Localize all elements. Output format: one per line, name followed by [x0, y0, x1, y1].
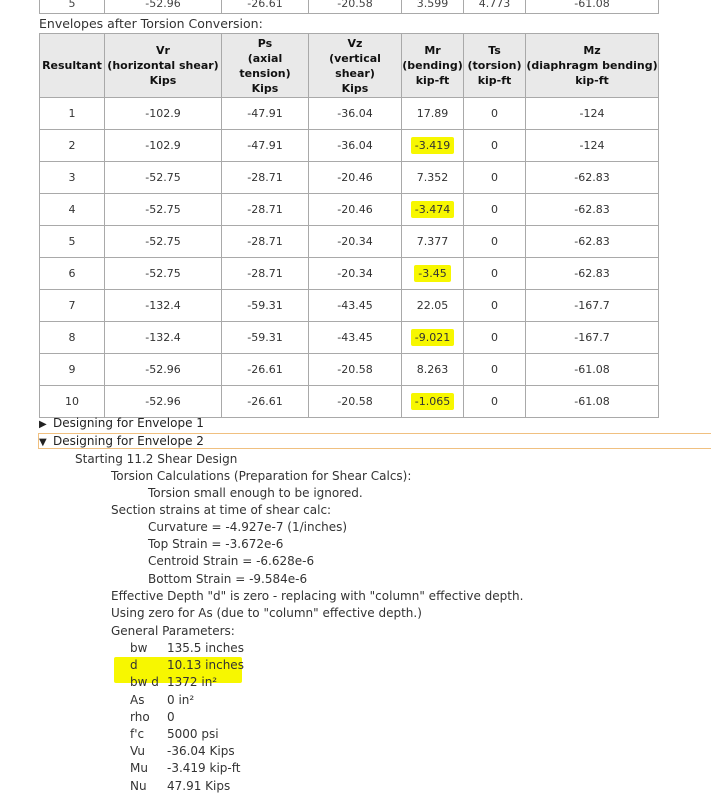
- triangle-right-icon: ▶: [39, 419, 47, 430]
- as-note: Using zero for As (due to "column" effective depth.): [111, 606, 422, 620]
- table-cell: [222, 386, 309, 418]
- table-cell: [222, 130, 309, 162]
- param-name: Vu: [130, 744, 145, 759]
- column-header-line: (torsion): [467, 59, 522, 72]
- cell-value: -28.71: [247, 203, 283, 216]
- param-row: [130, 779, 230, 793]
- column-header-line: kip-ft: [477, 74, 512, 87]
- column-header-line: (axial tension): [239, 51, 291, 80]
- table-cell: [309, 226, 402, 258]
- column-header-line: Ts: [488, 44, 501, 57]
- centroid-strain: Centroid Strain = -6.628e-6: [148, 554, 315, 568]
- table-cell: [464, 354, 526, 386]
- column-header-line: Kips: [149, 74, 177, 87]
- cell-value: -62.83: [574, 203, 610, 216]
- column-header-line: Kips: [341, 81, 369, 95]
- cell-value: -20.46: [337, 203, 373, 216]
- cell-value: 0: [491, 395, 498, 408]
- cell-value: -20.34: [337, 235, 373, 248]
- table-cell: [222, 258, 309, 290]
- cell-value: -52.75: [145, 235, 181, 248]
- table-cell: [402, 290, 464, 322]
- table-cell: [105, 98, 222, 130]
- table-cell: [40, 98, 105, 130]
- table-cell: [105, 290, 222, 322]
- table-cell: [105, 354, 222, 386]
- param-row: [130, 675, 217, 689]
- param-value: 135.5 inches: [167, 641, 244, 655]
- table-cell: [464, 290, 526, 322]
- column-header-line: (bending): [402, 59, 463, 72]
- table-cell: [40, 162, 105, 194]
- table-body: [40, 98, 659, 418]
- param-name: Nu: [130, 778, 147, 793]
- param-row: [130, 658, 244, 672]
- cell-value: -52.75: [145, 171, 181, 184]
- table-cell: [222, 194, 309, 226]
- table-cell: [105, 386, 222, 418]
- column-header-line: (diaphragm bending): [526, 59, 658, 72]
- table-row: [40, 258, 659, 290]
- param-value: 47.91 Kips: [167, 778, 231, 793]
- table-row: [40, 162, 659, 194]
- table-cell: [526, 130, 659, 162]
- param-value: -3.419 kip-ft: [167, 761, 241, 776]
- cell-value: -36.04: [337, 139, 373, 152]
- cell-value: 17.89: [416, 107, 449, 120]
- table-cell: [222, 226, 309, 258]
- table-cell: [402, 194, 464, 226]
- table-cell: [402, 322, 464, 354]
- column-header-line: Vz: [347, 36, 363, 50]
- column-header-line: Mr: [424, 44, 441, 57]
- column-header: [464, 34, 526, 98]
- cell-value: -36.04: [337, 107, 373, 120]
- column-header: [40, 34, 105, 98]
- table-row: [40, 194, 659, 226]
- cell-value: 5: [68, 235, 76, 248]
- table-cell: [526, 386, 659, 418]
- cell-value: -124: [579, 139, 605, 152]
- param-value: 1372 in²: [167, 675, 218, 690]
- highlighted-value: -9.021: [411, 329, 454, 346]
- envelope-2-toggle[interactable]: [39, 434, 204, 448]
- table-cell: [40, 322, 105, 354]
- param-value: 0: [167, 709, 175, 724]
- table-cell: -52.96: [105, 0, 222, 14]
- cell-value: -28.71: [247, 235, 283, 248]
- table-cell: -61.08: [526, 0, 659, 14]
- table-cell: [526, 290, 659, 322]
- table-cell: [309, 162, 402, 194]
- cell-value: -26.61: [247, 363, 283, 376]
- table-cell: [526, 226, 659, 258]
- table-cell: [464, 226, 526, 258]
- table-cell: -26.61: [222, 0, 309, 14]
- table-cell: 5: [40, 0, 105, 14]
- cell-value: -26.61: [247, 395, 283, 408]
- param-value: 0 in²: [167, 692, 195, 707]
- param-row: [130, 727, 219, 741]
- table-cell: [402, 130, 464, 162]
- table-row: [40, 322, 659, 354]
- column-header-line: (vertical shear): [329, 51, 381, 80]
- table-cell: [105, 322, 222, 354]
- table-cell: [526, 194, 659, 226]
- param-row: [130, 710, 175, 724]
- table-cell: [309, 354, 402, 386]
- cell-value: 4: [68, 203, 76, 216]
- cell-value: -59.31: [247, 299, 283, 312]
- cell-value: 7.377: [416, 235, 449, 248]
- cell-value: 9: [68, 363, 76, 376]
- table-header-row: [40, 34, 659, 98]
- previous-table-tail: [39, 0, 659, 14]
- table-cell: [105, 194, 222, 226]
- cell-value: 6: [68, 267, 76, 280]
- table-cell: [402, 98, 464, 130]
- table-cell: [402, 258, 464, 290]
- highlighted-value: -3.419: [411, 137, 454, 154]
- column-header-line: Kips: [251, 81, 279, 95]
- cell-value: -167.7: [574, 299, 610, 312]
- table-cell: 3.599: [402, 0, 464, 14]
- table-cell: [40, 258, 105, 290]
- cell-value: -59.31: [247, 331, 283, 344]
- table-cell: [526, 98, 659, 130]
- triangle-down-icon: ▼: [39, 437, 47, 448]
- torsion-note: Torsion small enough to be ignored.: [148, 486, 363, 500]
- param-name: bw d: [130, 675, 159, 690]
- cell-value: 0: [491, 235, 498, 248]
- param-value: -36.04 Kips: [167, 744, 235, 759]
- param-value: 10.13 inches: [167, 658, 244, 673]
- cell-value: 8: [68, 331, 76, 344]
- table-cell: [402, 162, 464, 194]
- table-cell: [40, 354, 105, 386]
- table-cell: [40, 226, 105, 258]
- table-cell: [40, 386, 105, 418]
- top-strain: Top Strain = -3.672e-6: [148, 537, 284, 551]
- column-header: [105, 34, 222, 98]
- cell-value: 0: [491, 203, 498, 216]
- envelope-1-toggle[interactable]: [39, 416, 204, 430]
- cell-value: 22.05: [416, 299, 449, 312]
- table-cell: [222, 162, 309, 194]
- cell-value: -28.71: [247, 267, 283, 280]
- column-header-line: Mz: [583, 44, 601, 57]
- envelope-2-label: Designing for Envelope 2: [53, 434, 204, 448]
- cell-value: -102.9: [145, 139, 181, 152]
- strains-title: Section strains at time of shear calc:: [111, 503, 332, 517]
- cell-value: -52.75: [145, 267, 181, 280]
- cell-value: 10: [65, 395, 79, 408]
- param-name: Mu: [130, 761, 148, 776]
- cell-value: -61.08: [574, 395, 610, 408]
- cell-value: 2: [68, 139, 76, 152]
- shear-design-start: Starting 11.2 Shear Design: [75, 452, 238, 466]
- cell-value: -28.71: [247, 171, 283, 184]
- table-cell: [40, 130, 105, 162]
- cell-value: -43.45: [337, 331, 373, 344]
- table-cell: [309, 258, 402, 290]
- cell-value: 0: [491, 267, 498, 280]
- table-row: [40, 98, 659, 130]
- curvature: Curvature = -4.927e-7 (1/inches): [148, 520, 348, 534]
- table-cell: [40, 194, 105, 226]
- table-cell: [464, 386, 526, 418]
- column-header-line: (horizontal shear): [107, 59, 219, 72]
- cell-value: -43.45: [337, 299, 373, 312]
- param-row: [130, 761, 240, 775]
- cell-value: 3: [68, 171, 76, 184]
- table-cell: [464, 258, 526, 290]
- cell-value: -20.34: [337, 267, 373, 280]
- cell-value: 1: [68, 107, 76, 120]
- param-row: [130, 641, 244, 655]
- cell-value: -124: [579, 107, 605, 120]
- param-name: As: [130, 692, 145, 707]
- param-name: d: [130, 658, 138, 673]
- column-header-line: Resultant: [42, 59, 102, 72]
- table-cell: [402, 386, 464, 418]
- table-cell: [526, 354, 659, 386]
- table-cell: [222, 354, 309, 386]
- table-cell: [526, 258, 659, 290]
- column-header: [222, 34, 309, 98]
- table-cell: [464, 130, 526, 162]
- table-cell: 4.773: [464, 0, 526, 14]
- table-row: [40, 290, 659, 322]
- effective-depth-note: Effective Depth "d" is zero - replacing with "column" effective depth.: [111, 589, 524, 603]
- param-name: bw: [130, 641, 148, 655]
- cell-value: -167.7: [574, 331, 610, 344]
- param-value: 5000 psi: [167, 727, 219, 741]
- table-cell: -20.58: [309, 0, 402, 14]
- table-row: [40, 354, 659, 386]
- cell-value: -61.08: [574, 363, 610, 376]
- cell-value: 0: [491, 331, 498, 344]
- column-header: [402, 34, 464, 98]
- cell-value: -62.83: [574, 267, 610, 280]
- cell-value: -62.83: [574, 171, 610, 184]
- highlighted-value: -1.065: [411, 393, 454, 410]
- param-name: f'c: [130, 727, 145, 741]
- table-cell: [105, 258, 222, 290]
- table-cell: [309, 98, 402, 130]
- column-header-line: kip-ft: [575, 74, 609, 87]
- cell-value: -52.75: [145, 203, 181, 216]
- table-cell: [222, 98, 309, 130]
- cell-value: 0: [491, 107, 498, 120]
- cell-value: -20.46: [337, 171, 373, 184]
- highlighted-value: -3.474: [411, 201, 454, 218]
- table-row: [40, 130, 659, 162]
- cell-value: -102.9: [145, 107, 181, 120]
- envelope-1-label: Designing for Envelope 1: [53, 416, 204, 430]
- cell-value: -47.91: [247, 107, 283, 120]
- cell-value: -20.58: [337, 363, 373, 376]
- table-cell: [105, 226, 222, 258]
- column-header-line: Ps: [257, 36, 273, 50]
- table-cell: [464, 194, 526, 226]
- table-cell: [526, 162, 659, 194]
- table-cell: [222, 290, 309, 322]
- param-row: [130, 693, 194, 707]
- cell-value: 0: [491, 299, 498, 312]
- cell-value: -47.91: [247, 139, 283, 152]
- table-cell: [40, 290, 105, 322]
- cell-value: 0: [491, 363, 498, 376]
- column-header: [309, 34, 402, 98]
- column-header: [526, 34, 659, 98]
- table-cell: [309, 290, 402, 322]
- table-cell: [402, 354, 464, 386]
- highlighted-value: -3.45: [414, 265, 450, 282]
- table-cell: [309, 194, 402, 226]
- table-heading: Envelopes after Torsion Conversion:: [39, 16, 263, 31]
- table-cell: [464, 162, 526, 194]
- table-cell: [402, 226, 464, 258]
- column-header-line: kip-ft: [415, 74, 450, 87]
- table-cell: [105, 162, 222, 194]
- table-cell: [464, 98, 526, 130]
- cell-value: -132.4: [145, 331, 181, 344]
- cell-value: -52.96: [145, 395, 181, 408]
- table-cell: [309, 386, 402, 418]
- table-row: [40, 226, 659, 258]
- table-row: [40, 386, 659, 418]
- cell-value: 7: [68, 299, 76, 312]
- cell-value: -62.83: [574, 235, 610, 248]
- cell-value: 0: [491, 171, 498, 184]
- table-cell: [526, 322, 659, 354]
- params-title: General Parameters:: [111, 624, 235, 638]
- table-cell: [309, 322, 402, 354]
- bottom-strain: Bottom Strain = -9.584e-6: [148, 572, 308, 586]
- cell-value: 7.352: [416, 171, 449, 184]
- param-row: [130, 744, 235, 758]
- cell-value: -20.58: [337, 395, 373, 408]
- table-cell: [464, 322, 526, 354]
- table-cell: [105, 130, 222, 162]
- cell-value: 0: [491, 139, 498, 152]
- cell-value: 8.263: [416, 363, 449, 376]
- param-name: rho: [130, 709, 150, 724]
- cell-value: -132.4: [145, 299, 181, 312]
- table-cell: [222, 322, 309, 354]
- table-row: [40, 0, 659, 14]
- cell-value: -52.96: [145, 363, 181, 376]
- table-cell: [309, 130, 402, 162]
- torsion-title: Torsion Calculations (Preparation for Shear Calcs):: [111, 469, 412, 483]
- column-header-line: Vr: [156, 44, 170, 57]
- envelopes-table: [39, 33, 659, 418]
